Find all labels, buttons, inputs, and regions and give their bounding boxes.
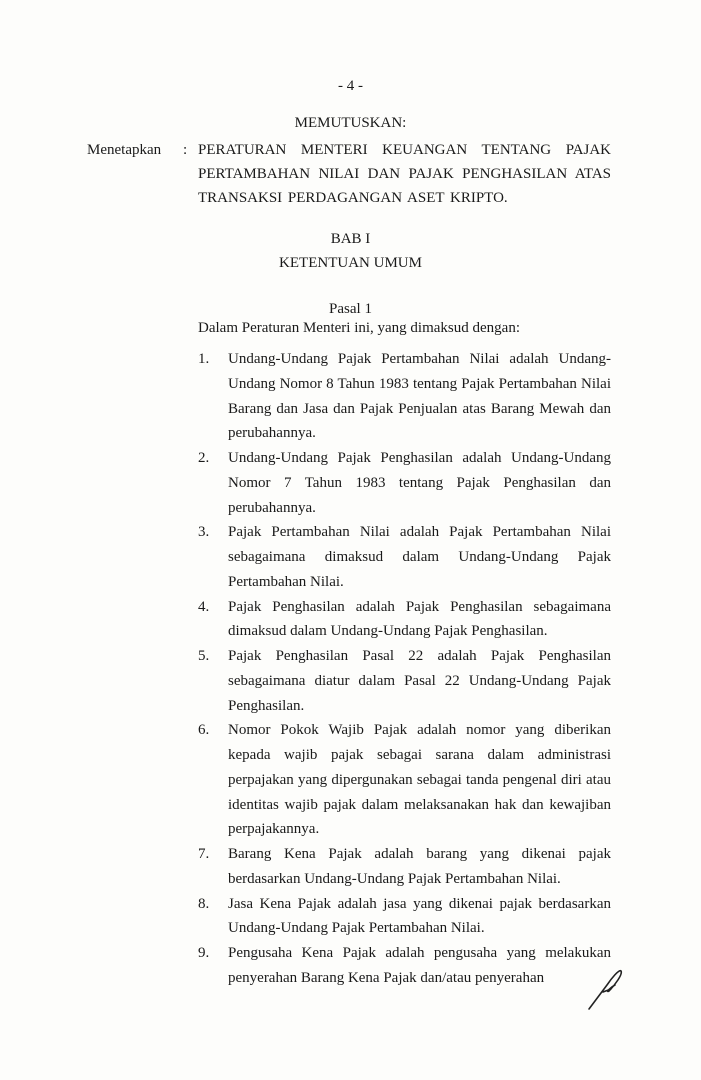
item-text: Pengusaha Kena Pajak adalah pengusaha yang melakukan penyerahan Barang Kena Pajak dan/atau penyerahan [228, 945, 611, 986]
list-item [198, 644, 611, 718]
item-number: 8. [198, 895, 210, 912]
item-text: Jasa Kena Pajak adalah jasa yang dikenai pajak berdasarkan Undang-Undang Pajak Pertambahan Nilai. [228, 895, 611, 937]
decision-heading: MEMUTUSKAN: [294, 115, 407, 131]
page-number: - 4 - [338, 78, 363, 94]
article-heading: Pasal 1 [329, 301, 372, 317]
regulation-title: PERATURAN MENTERI KEUANGAN TENTANG PAJAK PERTAMBAHAN NILAI DAN PAJAK PENGHASILAN ATAS TRANSAKSI PERDAGANGAN ASET KRIPTO. [198, 142, 611, 206]
definitions-list [198, 347, 611, 991]
item-text: Undang-Undang Pajak Penghasilan adalah Undang-Undang Nomor 7 Tahun 1983 tentang Pajak Penghasilan dan perubahannya. [228, 450, 611, 516]
menetapkan-colon: : [183, 142, 188, 158]
item-number: 3. [198, 524, 210, 541]
item-text: Barang Kena Pajak adalah barang yang dikenai pajak berdasarkan Undang-Undang Pajak Pertambahan Nilai. [228, 846, 611, 887]
chapter: BAB I [330, 231, 371, 247]
list-item [198, 446, 611, 520]
item-text: Pajak Pertambahan Nilai adalah Pajak Pertambahan Nilai sebagaimana dimaksud dalam Undang-Undang Pajak Pertambahan Nilai. [228, 524, 611, 590]
item-text: Undang-Undang Pajak Pertambahan Nilai adalah Undang-Undang Nomor 8 Tahun 1983 tentang Pajak Pertambahan Nilai Barang dan Jasa dan Pajak Penjualan atas Barang Mewah dan perubahannya. [228, 351, 611, 442]
item-text: Pajak Penghasilan Pasal 22 adalah Pajak Penghasilan sebagaimana diatur dalam Pasal 22 Undang-Undang Pajak Penghasilan. [228, 648, 611, 714]
item-number: 2. [198, 450, 210, 466]
item-number: 7. [198, 846, 210, 862]
article-intro: Dalam Peraturan Menteri ini, yang dimaksud dengan: [198, 320, 520, 336]
list-item [198, 718, 611, 842]
list-item [198, 347, 611, 446]
item-number: 6. [198, 722, 210, 739]
list-item [198, 941, 611, 991]
item-number: 9. [198, 945, 210, 961]
item-number: 5. [198, 648, 210, 664]
initial-signature [585, 965, 635, 1015]
list-item [198, 520, 611, 594]
list-item [198, 842, 611, 892]
list-item [198, 595, 611, 645]
item-number: 1. [198, 351, 210, 367]
list-item [198, 892, 611, 942]
chapter-title: KETENTUAN UMUM [279, 255, 422, 271]
item-text: Nomor Pokok Wajib Pajak adalah nomor yang diberikan kepada wajib pajak sebagai sarana dalam administrasi perpajakan yang dipergunakan sebagai tanda pengenal diri atau identitas wajib pajak dalam melaksanakan hak dan kewajiban perpajakannya. [228, 722, 611, 838]
item-text: Pajak Penghasilan adalah Pajak Penghasilan sebagaimana dimaksud dalam Undang-Undang Pajak Penghasilan. [228, 598, 611, 640]
item-number: 4. [198, 598, 210, 615]
menetapkan-label: Menetapkan [87, 142, 162, 158]
